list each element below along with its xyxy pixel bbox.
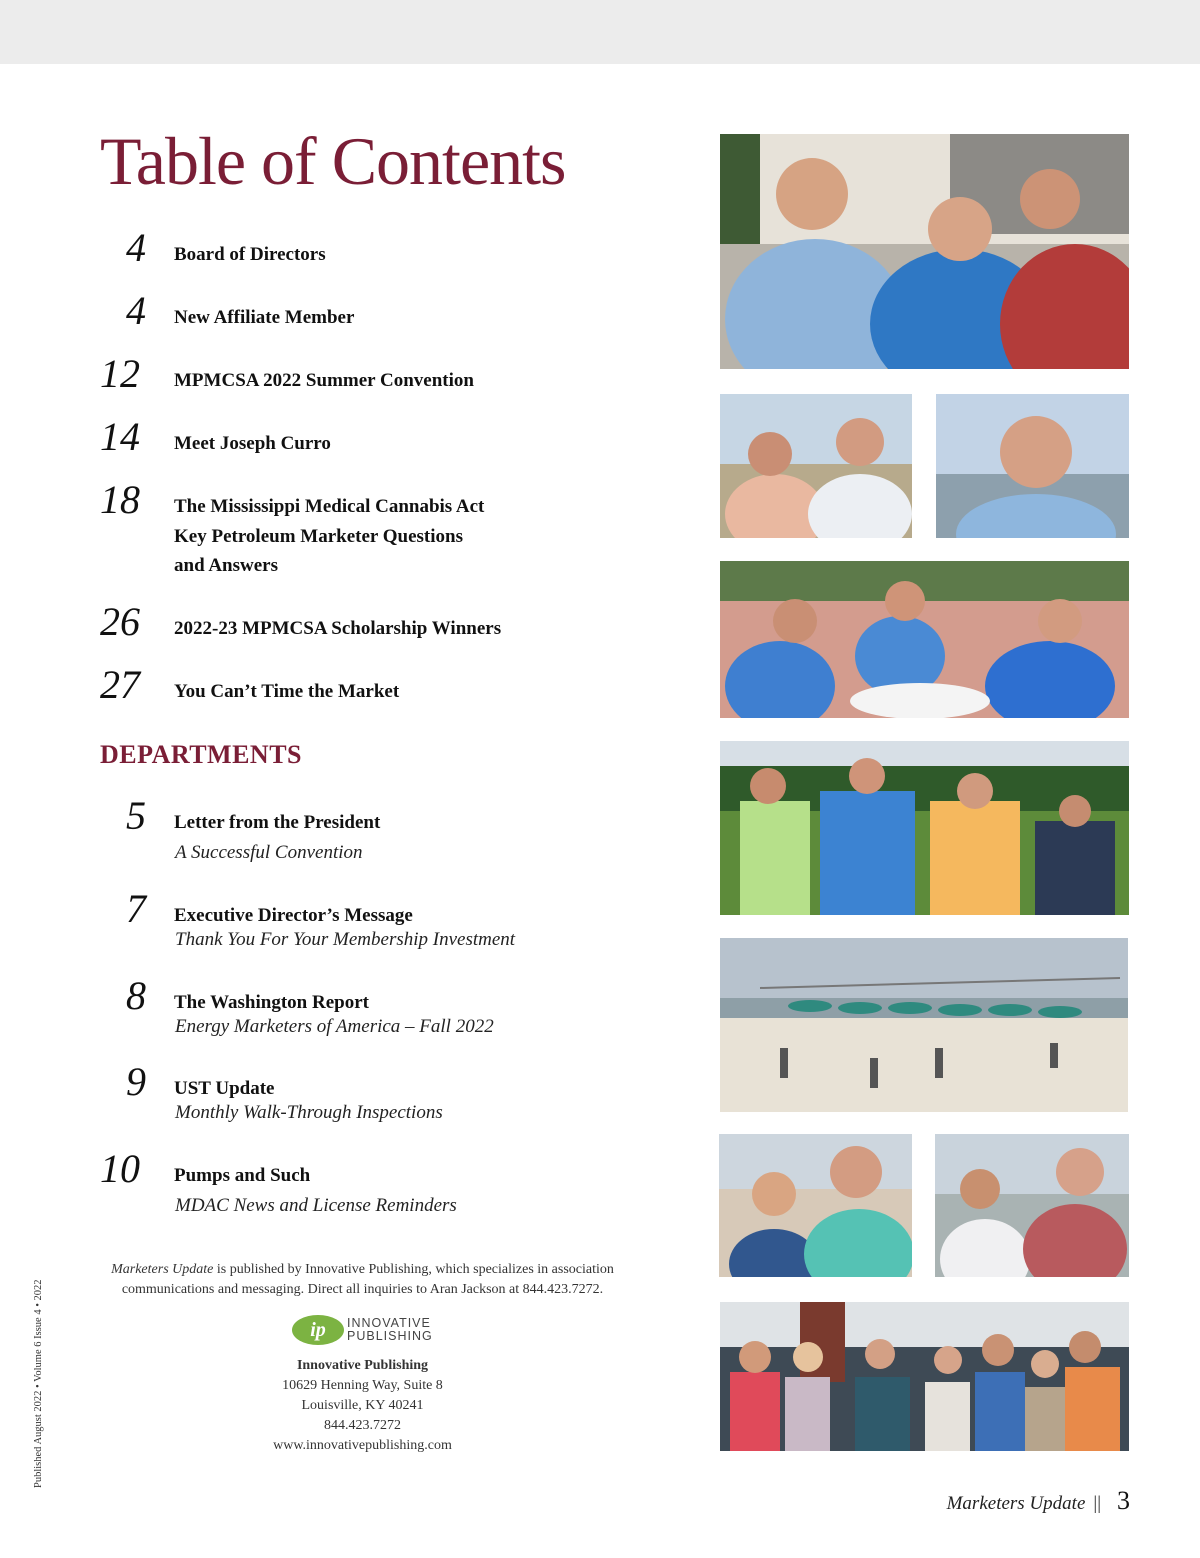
page-number: 7 xyxy=(126,886,146,931)
page-number: 14 xyxy=(100,414,140,459)
page-number: 4 xyxy=(126,288,146,333)
convention-photo-table-group xyxy=(720,561,1129,718)
publication-info: Published August 2022 • Volume 6 Issue 4 • 2022 xyxy=(33,1279,44,1488)
entry-title: New Affiliate Member xyxy=(174,307,355,328)
entry-title: The Mississippi Medical Cannabis Act Key Petroleum Marketer Questions and Answers xyxy=(174,496,485,576)
entry-title: Board of Directors xyxy=(174,244,326,265)
page-footer: Marketers Update || 3 xyxy=(946,1486,1130,1515)
entry-subtitle: Monthly Walk-Through Inspections xyxy=(175,1102,443,1123)
page-number: 27 xyxy=(100,662,140,707)
page-number: 18 xyxy=(100,477,140,522)
publisher-website-link[interactable]: www.innovativepublishing.com xyxy=(273,1438,452,1453)
page-number: 12 xyxy=(100,351,140,396)
convention-photo-two-men xyxy=(935,1134,1129,1277)
convention-photo-three-men xyxy=(720,134,1129,369)
page-title: Table of Contents xyxy=(100,123,566,199)
page-number: 10 xyxy=(100,1146,140,1191)
convention-photo-couple xyxy=(720,394,912,538)
entry-title: MPMCSA 2022 Summer Convention xyxy=(174,370,474,391)
convention-photo-couple-sunset xyxy=(719,1134,912,1277)
entry-title: The Washington Report xyxy=(174,992,369,1013)
entry-title: UST Update xyxy=(174,1078,275,1099)
page-number: 4 xyxy=(126,225,146,270)
magazine-name: Marketers Update xyxy=(111,1262,214,1277)
convention-photo-man-glasses xyxy=(936,394,1129,538)
golf-outing-photo xyxy=(720,741,1129,915)
page-number: 26 xyxy=(100,599,140,644)
innovative-publishing-logo: ip INNOVATIVE PUBLISHING xyxy=(292,1315,442,1347)
top-gray-bar xyxy=(0,0,1200,64)
convention-group-photo xyxy=(720,1302,1129,1451)
departments-heading: DEPARTMENTS xyxy=(100,740,303,769)
page-number: 5 xyxy=(126,793,146,838)
entry-title: Pumps and Such xyxy=(174,1165,311,1186)
entry-subtitle: Energy Marketers of America – Fall 2022 xyxy=(175,1016,494,1037)
page-number: 8 xyxy=(126,973,146,1018)
entry-title: You Can’t Time the Market xyxy=(174,681,400,702)
page-number: 9 xyxy=(126,1059,146,1104)
entry-title: Meet Joseph Curro xyxy=(174,433,331,454)
colophon: Marketers Update is published by Innovative Publishing, which specializes in association communications and messaging. Direct all inquiries to Aran Jackson at 844.423.7272. xyxy=(111,1262,614,1297)
entry-subtitle: Thank You For Your Membership Investment xyxy=(175,929,516,950)
entry-title: Executive Director’s Message xyxy=(174,905,413,926)
entry-title: Letter from the President xyxy=(174,812,381,833)
entry-subtitle: MDAC News and License Reminders xyxy=(175,1195,457,1216)
beach-volleyball-photo xyxy=(720,938,1128,1112)
entry-subtitle: A Successful Convention xyxy=(175,842,363,863)
publisher-address: Innovative Publishing 10629 Henning Way, Suite 8 Louisville, KY 40241 844.423.7272 www.innovativepublishing.com xyxy=(200,1356,525,1456)
entry-title: 2022-23 MPMCSA Scholarship Winners xyxy=(174,618,502,639)
page-number: 3 xyxy=(1117,1486,1130,1515)
logo-mark: ip xyxy=(292,1315,344,1345)
